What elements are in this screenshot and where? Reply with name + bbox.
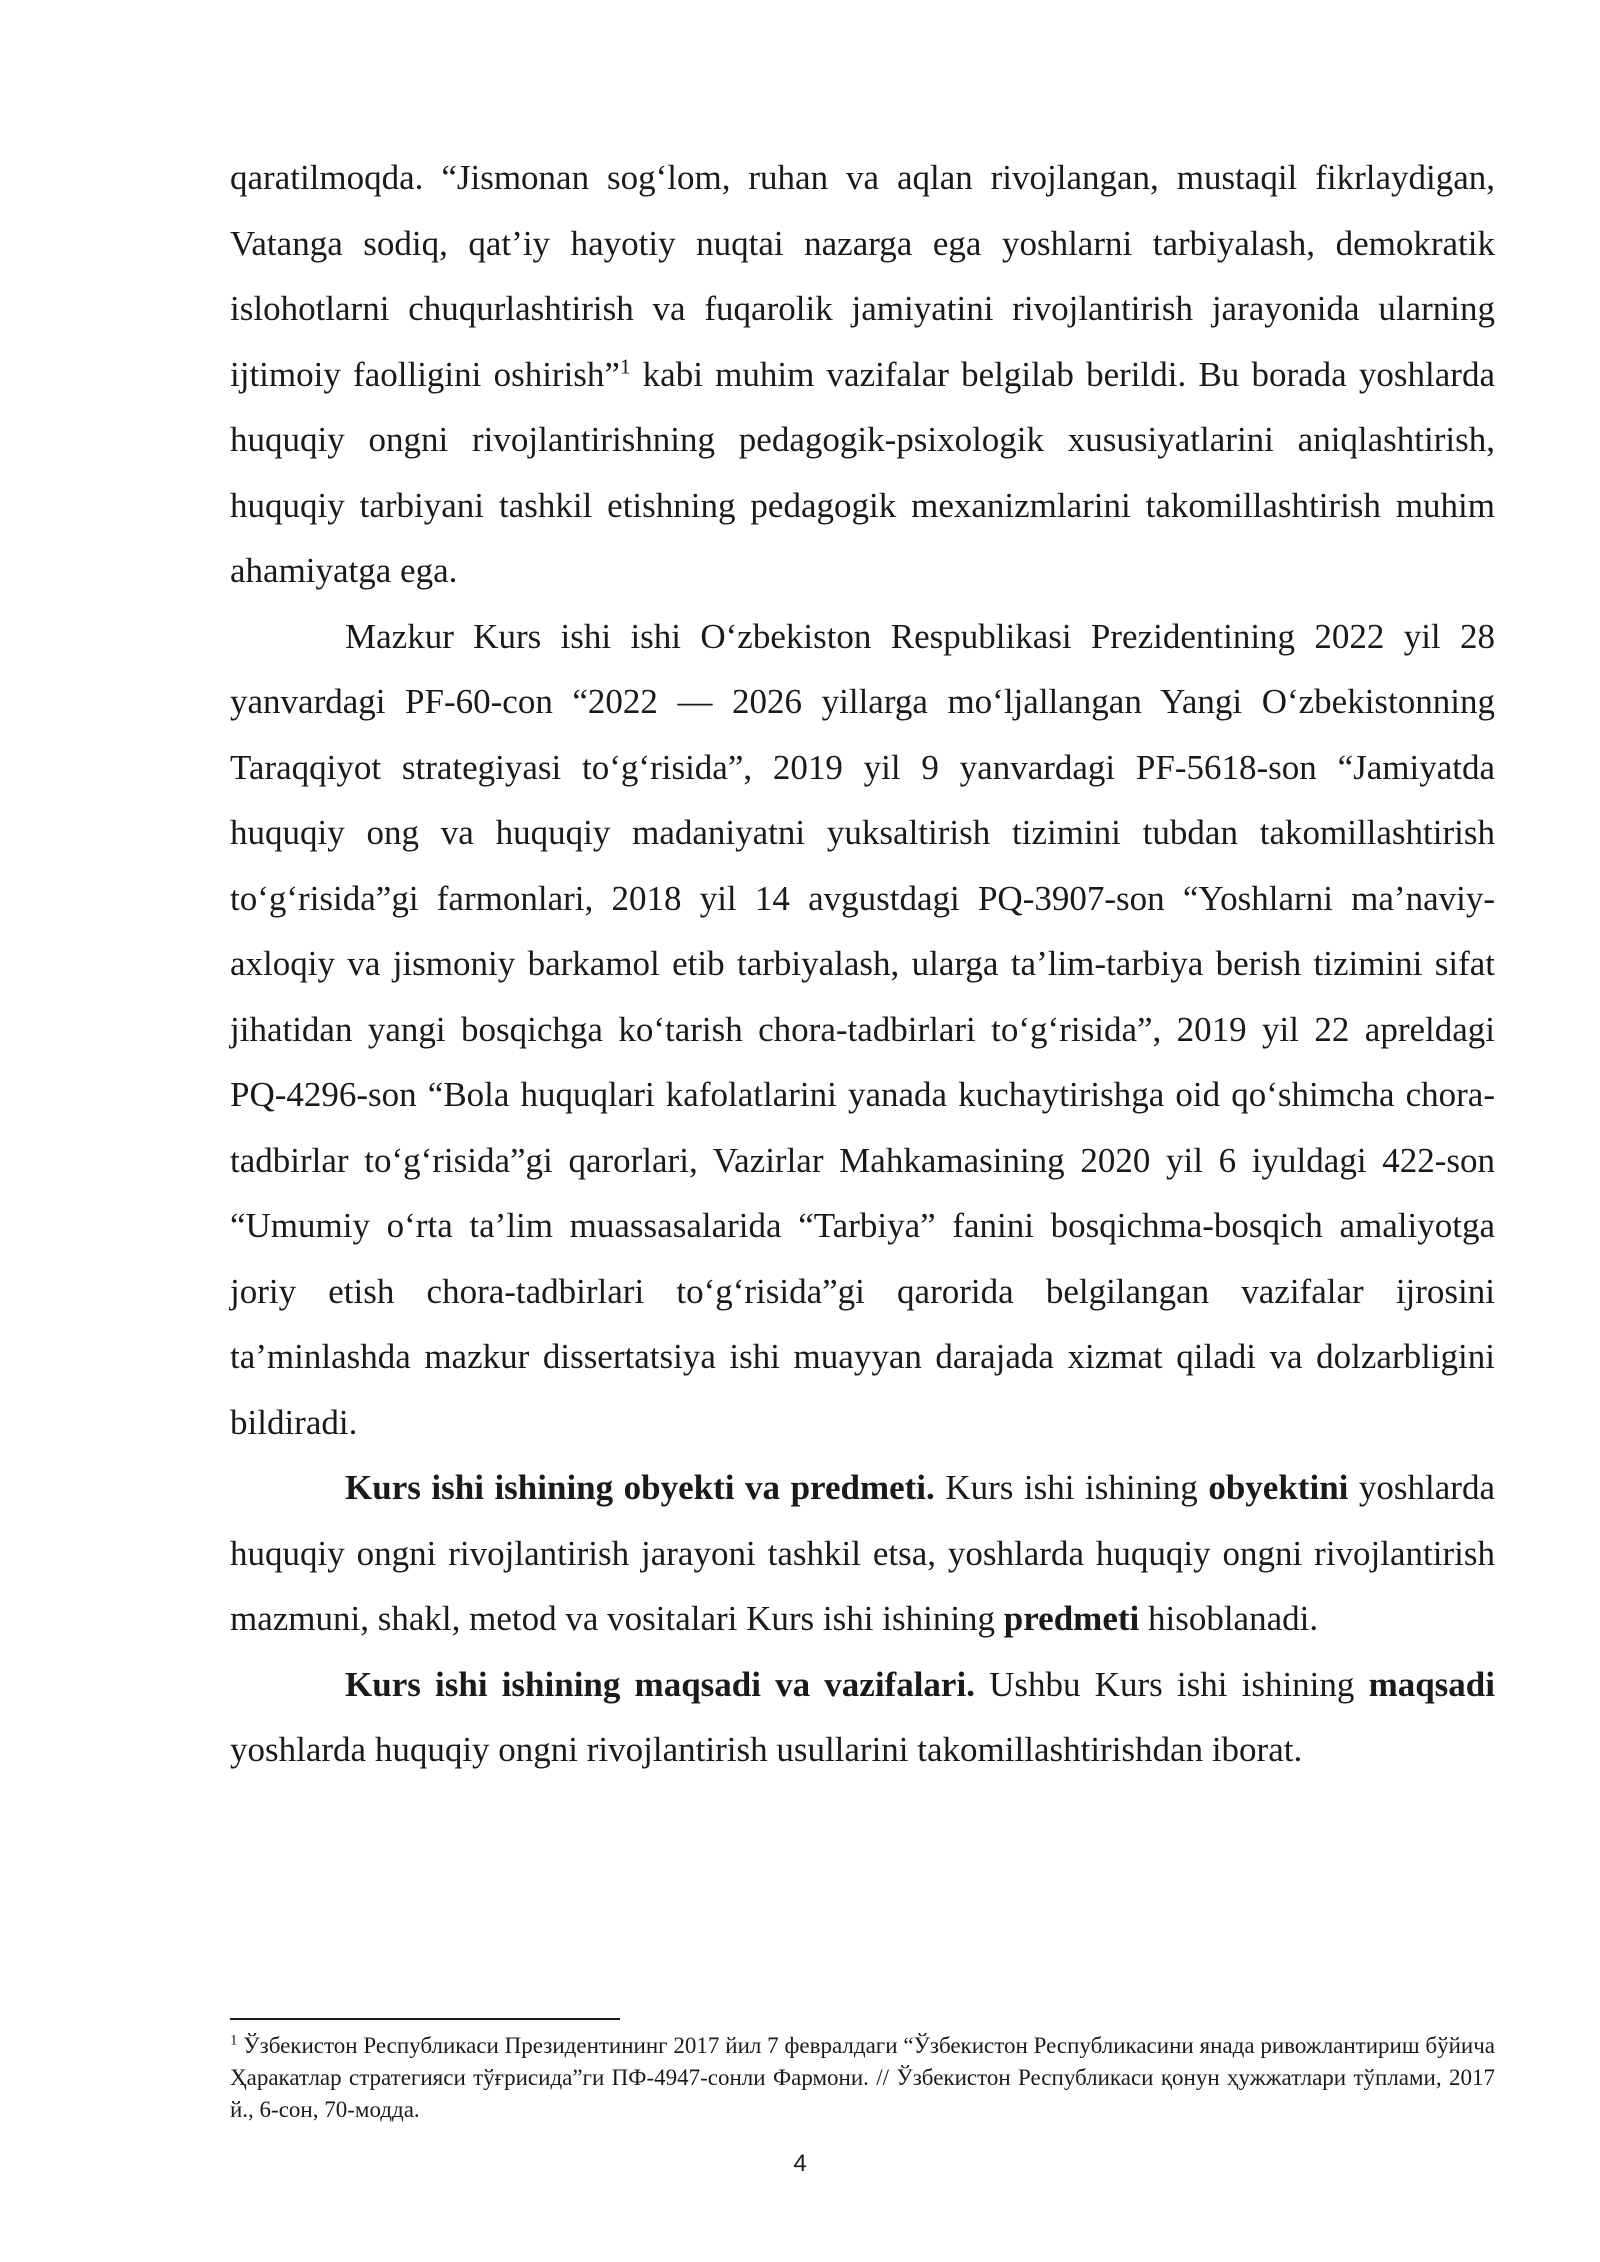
paragraph-text: Kurs ishi ishining [934, 1468, 1209, 1507]
page-number: 4 [793, 2150, 807, 2177]
paragraph-text: Ushbu Kurs ishi ishining [974, 1664, 1369, 1704]
paragraph-text: yoshlarda huquqiy ongni rivojlantirish jarayoni tashkil etsa, yoshlarda huquqiy ongni rivojlantirish mazmuni, shakl, metod va vositalari Kurs ishi ishining [230, 1468, 1495, 1638]
footnote [230, 2030, 1495, 2126]
section-heading-goal-tasks: Kurs ishi ishining maqsadi va vazifalari. [345, 1664, 975, 1704]
footnote-separator [230, 2018, 620, 2020]
paragraph-legal-basis [230, 604, 1495, 1456]
paragraph-text: yoshlarda huquqiy ongni rivojlantirish usullarini takomillashtirishdan iborat. [230, 1730, 1303, 1769]
paragraph-text: kabi muhim vazifalar belgilab berildi. Bu borada yoshlarda huquqiy ongni rivojlantirishning pedagogik-psixologik xususiyatlarini aniqlashtirish, huquqiy tarbiyani tashkil etishning pedagogik mexanizmlarini takomillashtirish muhim ahamiyatga ega. [230, 354, 1495, 590]
document-body [230, 145, 1495, 1783]
footnote-text: Ўзбекистон Республикаси Президентининг 2017 йил 7 февралдаги “Ўзбекистон Республикасини янада ривожлантириш бўйича Ҳаракатлар стратегияси тўғрисида”ги ПФ-4947-сонли Фармони. // Ўзбекистон Республикаси қонун ҳужжатлари тўплами, 2017 й., 6-сон, 70-модда. [230, 2033, 1495, 2122]
paragraph-goal-tasks [230, 1652, 1495, 1783]
section-heading-object-subject: Kurs ishi ishining obyekti va predmeti. [345, 1468, 935, 1507]
bold-term-goal: maqsadi [1368, 1664, 1495, 1704]
paragraph-text: Mazkur Kurs ishi ishi O‘zbekiston Respublikasi Prezidentining 2022 yil 28 yanvardagi PF-60-con “2022 — 2026 yillarga mo‘ljallangan Yangi O‘zbekistonning Taraqqiyot strategiyasi to‘g‘risida”, 2019 yil 9 yanvardagi PF-5618-son “Jamiyatda huquqiy ong va huquqiy madaniyatni yuksaltirish tizimini tubdan takomillashtirish to‘g‘risida”gi farmonlari, 2018 yil 14 avgustdagi PQ-3907-son “Yoshlarni ma’naviy-axloqiy va jismoniy barkamol etib tarbiyalash, ularga ta’lim-tarbiya berish tizimini sifat jihatidan yangi bosqichga ko‘tarish chora-tadbirlari to‘g‘risida”, 2019 yil 22 apreldagi PQ-4296-son “Bola huquqlari kafolatlarini yanada kuchaytirishga oid qo‘shimcha chora-tadbirlar to‘g‘risida”gi qarorlari, Vazirlar Mahkamasining 2020 yil 6 iyuldagi 422-son “Umumiy o‘rta ta’lim muassasalarida “Tarbiya” fanini bosqichma-bosqich amaliyotga joriy etish chora-tadbirlari to‘g‘risida”gi qarorida belgilangan vazifalar ijrosini ta’minlashda mazkur dissertatsiya ishi muayyan darajada xizmat qiladi va dolzarbligini bildiradi. [230, 616, 1495, 1442]
paragraph-text: qaratilmoqda. “Jismonan sog‘lom, ruhan va aqlan rivojlangan, mustaqil fikrlaydigan, Vatanga sodiq, qat’iy hayotiy nuqtai nazarga ega yoshlarni tarbiyalash, demokratik islohotlarni chuqurlashtirish va fuqarolik jamiyatini rivojlantirish jarayonida ularning ijtimoiy faolligini oshirish” [230, 158, 1495, 394]
paragraph-intro-continuation [230, 145, 1495, 604]
bold-term-object: obyektini [1208, 1468, 1349, 1507]
paragraph-text: hisoblanadi. [1139, 1599, 1319, 1638]
footnote-reference[interactable]: 1 [619, 353, 631, 378]
bold-term-subject: predmeti [1003, 1599, 1140, 1638]
footnote-mark: 1 [230, 2032, 238, 2049]
paragraph-object-subject [230, 1455, 1495, 1652]
